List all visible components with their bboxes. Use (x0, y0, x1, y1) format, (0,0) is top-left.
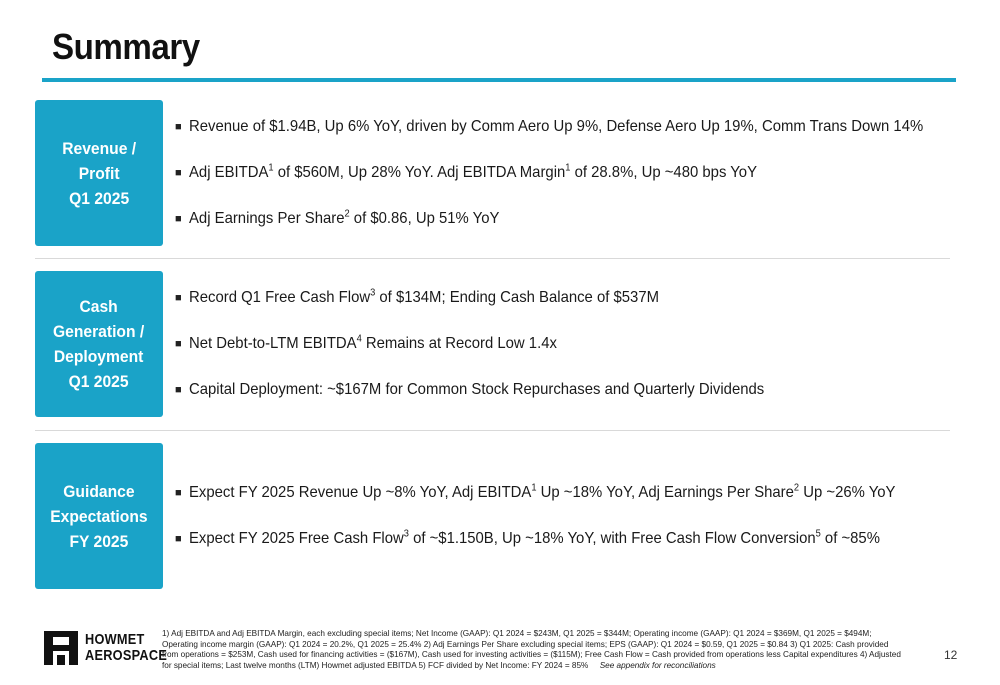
section-label-line: Revenue / (62, 138, 136, 158)
bullet-item (175, 321, 950, 367)
bullet-text-run: of ~85% (820, 530, 880, 547)
title-rule (42, 78, 956, 82)
footnote-ref: 4 (356, 333, 362, 345)
footnote-ref: 2 (793, 482, 800, 494)
footnote-ref: 3 (403, 528, 409, 540)
section-label-line: Q1 2025 (68, 188, 130, 208)
square-bullet-icon: ■ (175, 384, 182, 396)
footnote-ref: 1 (565, 162, 571, 174)
square-bullet-icon: ■ (175, 121, 182, 133)
bullet-text-run: Expect FY 2025 Revenue Up ~8% YoY, Adj EBITDA (189, 484, 532, 501)
square-bullet-icon: ■ (175, 167, 182, 179)
bullet-text-run: of $134M; Ending Cash Balance of $537M (375, 289, 660, 306)
bullet-list (175, 443, 950, 589)
square-bullet-icon: ■ (175, 213, 182, 225)
bullet-text-run: of ~$1.150B, Up ~18% YoY, with Free Cash Flow Conversion (408, 530, 816, 547)
section-label-line: Profit (78, 163, 120, 183)
footnote-ref: 1 (268, 162, 274, 174)
bullet-item (175, 367, 950, 413)
page-title: Summary (52, 26, 200, 67)
section-label-line: Q1 2025 (68, 372, 130, 391)
bullet-text-run: Adj Earnings Per Share (189, 210, 345, 227)
section-label-line: Generation / (53, 322, 145, 341)
footnote-ref: 5 (815, 528, 821, 540)
bullet-item (175, 470, 950, 516)
bullet-text-run: Capital Deployment: ~$167M for Common Stock Repurchases and Quarterly Dividends (189, 381, 765, 398)
bullet-text-run: Up ~26% YoY (799, 484, 896, 501)
section-label-line: FY 2025 (69, 531, 129, 551)
square-bullet-icon: ■ (175, 338, 182, 350)
section-guidance (35, 443, 950, 589)
bullet-text (189, 381, 764, 399)
section-label-line: Deployment (54, 347, 144, 366)
bullet-text (189, 484, 895, 502)
bullet-text (189, 210, 499, 228)
footnote-ref: 2 (344, 208, 350, 220)
bullet-text (189, 118, 923, 136)
bullet-text-run: Record Q1 Free Cash Flow (189, 289, 371, 306)
page-number: 12 (944, 648, 958, 662)
bullet-text-run: of $0.86, Up 51% YoY (349, 210, 500, 227)
footnote-ref: 1 (531, 482, 537, 494)
appendix-note: See appendix for reconciliations (599, 660, 716, 670)
section-revenue-profit (35, 100, 950, 246)
bullet-item (175, 104, 950, 150)
bullet-text-run: Remains at Record Low 1.4x (361, 335, 557, 352)
bullet-text-run: Net Debt-to-LTM EBITDA (189, 335, 357, 352)
footnotes (162, 629, 902, 671)
bullet-text (189, 164, 757, 182)
section-divider (35, 258, 950, 259)
bullet-item (175, 275, 950, 321)
bullet-text-run: Adj EBITDA (189, 164, 269, 181)
bullet-list (175, 100, 950, 246)
bullet-text-run: of 28.8%, Up ~480 bps YoY (570, 164, 758, 181)
section-label (35, 271, 163, 417)
bullet-item (175, 196, 950, 242)
section-label-line: Guidance (63, 481, 135, 501)
square-bullet-icon: ■ (175, 292, 182, 304)
howmet-logo-icon (44, 631, 78, 665)
bullet-text-run: of $560M, Up 28% YoY. Adj EBITDA Margin (273, 164, 566, 181)
bullet-text-run: Up ~18% YoY, Adj Earnings Per Share (536, 484, 794, 501)
square-bullet-icon: ■ (175, 487, 182, 499)
bullet-text-run: Revenue of $1.94B, Up 6% YoY, driven by Comm Aero Up 9%, Defense Aero Up 19%, Comm Trans Down 14% (189, 118, 924, 135)
bullet-text (189, 335, 557, 353)
bullet-item (175, 150, 950, 196)
bullet-text (189, 530, 880, 548)
section-label (35, 100, 163, 246)
bullet-item (175, 516, 950, 562)
footnote-ref: 3 (370, 287, 376, 299)
company-logo (44, 631, 182, 665)
bullet-list (175, 271, 950, 417)
bullet-text (189, 289, 659, 307)
section-label (35, 443, 163, 589)
square-bullet-icon: ■ (175, 533, 182, 545)
section-divider (35, 430, 950, 431)
logo-wordmark: HOWMET AEROSPACE (85, 631, 168, 664)
section-label-line: Expectations (50, 506, 148, 526)
footnote-text: 1) Adj EBITDA and Adj EBITDA Margin, each excluding special items; Net Income (GAAP): Q1 2024 = $243M, Q1 2025 = $344M; Operating income (GAAP): Q1 2024 = $369M, Q1 2025 = $494M; Operating income margin (GAAP): Q1 2024 = 20.2%, Q1 2025 = 25.4% 2) Adj Earnings Per Share excluding special items; EPS (GAAP): Q1 2024 = $0.59, Q1 2025 = $0.84 3) Q1 2025: Cash provided from operations = $253M, Cash used for financing activities = ($167M), Cash used for investing activities = ($115M); Free Cash Flow = Cash provided from operations less Capital expenditures 4) Adjusted for special items; Last twelve months (LTM) Howmet adjusted EBITDA 5) FCF divided by Net Income: FY 2024 = 85% (162, 629, 901, 670)
section-cash-generation (35, 271, 950, 417)
section-label-line: Cash (79, 297, 119, 316)
bullet-text-run: Expect FY 2025 Free Cash Flow (189, 530, 404, 547)
